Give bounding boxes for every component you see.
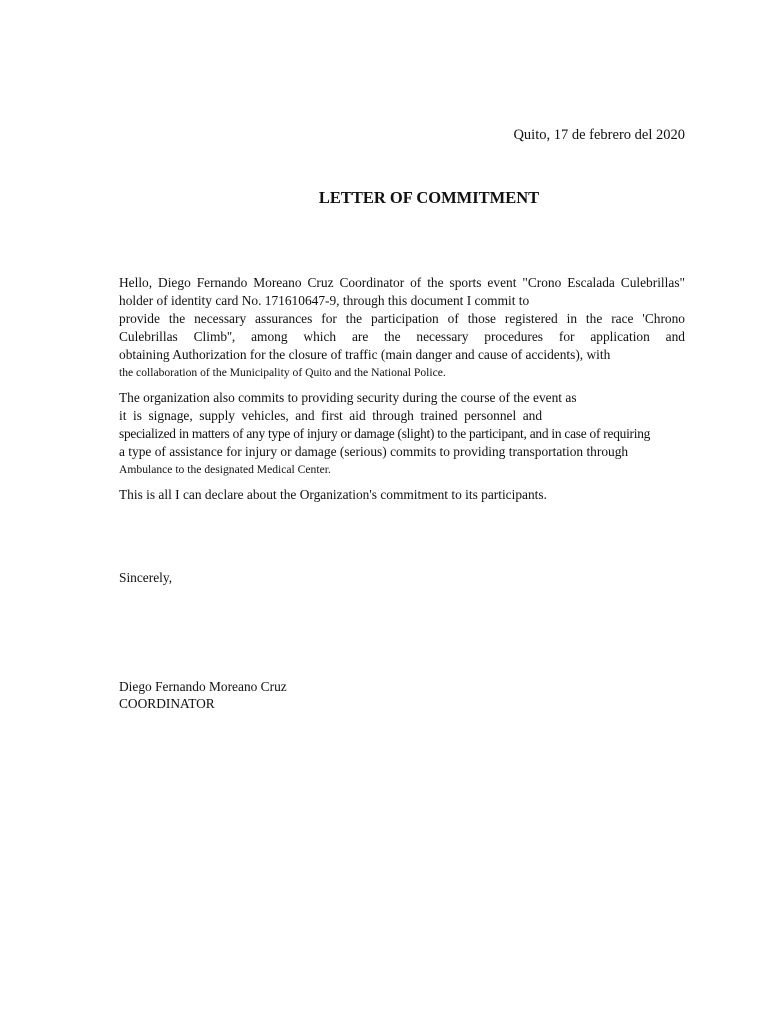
signature-title: COORDINATOR	[119, 696, 215, 711]
paragraph-line: This is all I can declare about the Organization's commitment to its participants.	[119, 487, 547, 502]
paragraph-line: a type of assistance for injury or damage (serious) commits to providing transportation through	[119, 444, 629, 459]
paragraph-line: obtaining Authorization for the closure of traffic (main danger and cause of accidents), with	[119, 347, 611, 362]
paragraph-line: it is signage, supply vehicles, and first aid through trained personnel and	[119, 408, 543, 423]
paragraph-line: provide the necessary assurances for the participation of those registered in the race 'Chrono	[119, 311, 685, 326]
closing-salutation: Sincerely,	[119, 570, 173, 585]
letter-title: LETTER OF COMMITMENT	[318, 188, 540, 207]
paragraph-security	[119, 389, 685, 478]
paragraph-line: Culebrillas Climb'', among which are the necessary procedures for application and	[119, 329, 685, 344]
paragraph-commitment-intro	[119, 274, 685, 381]
date-line: Quito, 17 de febrero del 2020	[513, 127, 685, 143]
paragraph-line: The organization also commits to providing security during the course of the event as	[119, 390, 577, 405]
paragraph-line: holder of identity card No. 171610647-9, through this document I commit to	[119, 293, 530, 308]
paragraph-line: the collaboration of the Municipality of Quito and the National Police.	[119, 366, 446, 379]
signature-name: Diego Fernando Moreano Cruz	[119, 679, 287, 694]
paragraph-line: Hello, Diego Fernando Moreano Cruz Coordinator of the sports event "Crono Escalada Culebrillas"	[119, 275, 685, 290]
signature-block	[119, 678, 287, 712]
paragraph-declaration	[119, 486, 685, 504]
paragraph-line: Ambulance to the designated Medical Center.	[119, 463, 331, 476]
paragraph-line: specialized in matters of any type of injury or damage (slight) to the participant, and in case of requiring	[119, 426, 651, 441]
